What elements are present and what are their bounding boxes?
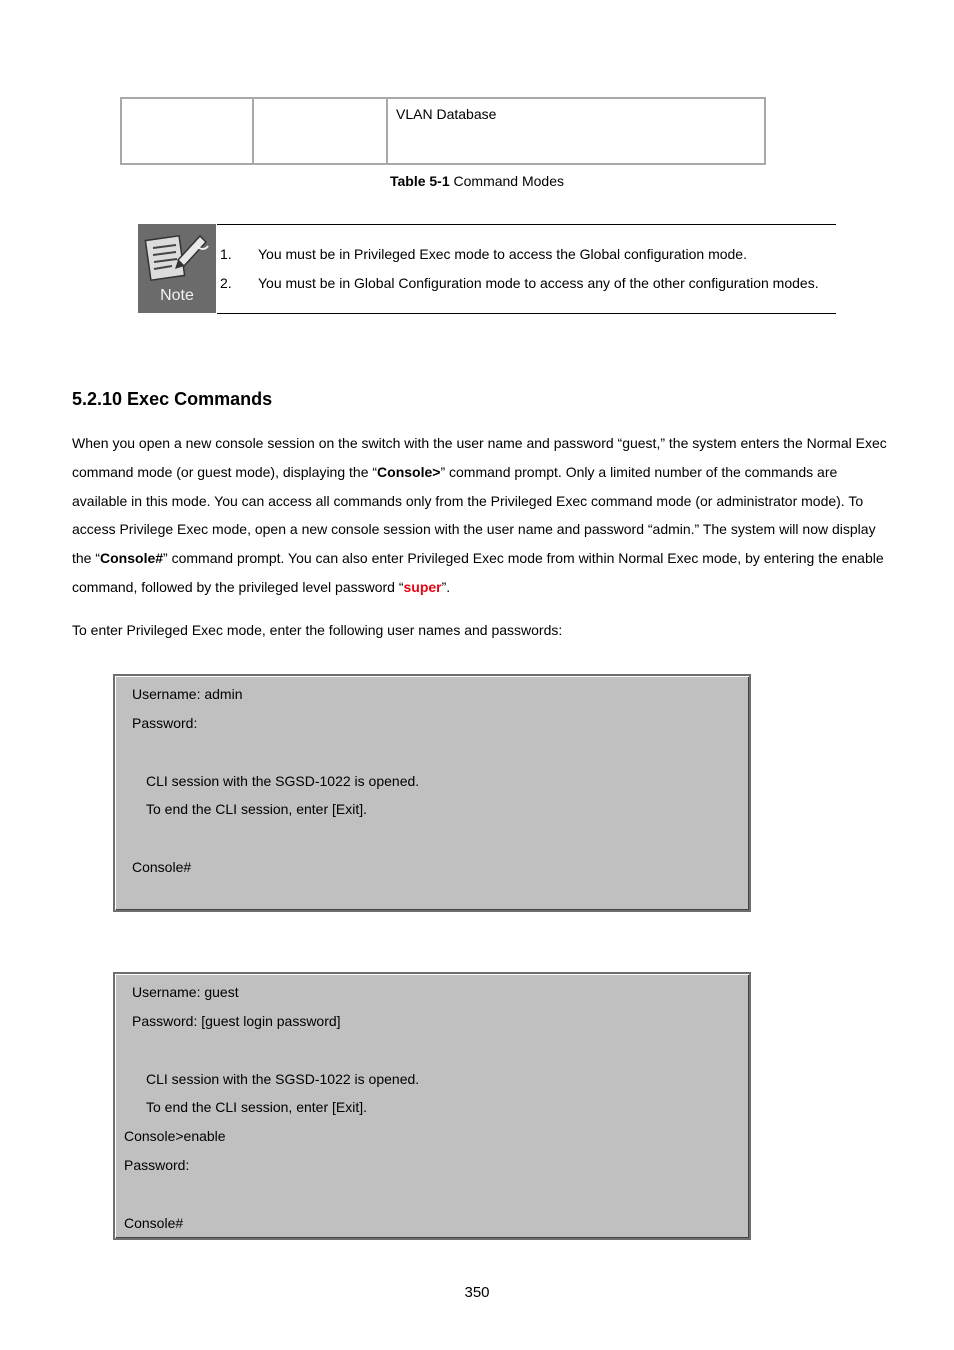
console-line: Username: guest bbox=[132, 984, 239, 1000]
note-top-rule bbox=[217, 224, 836, 225]
note-item-2 bbox=[220, 275, 819, 291]
note-icon bbox=[138, 224, 216, 313]
note-bottom-rule bbox=[217, 313, 836, 314]
section-heading: 5.2.10 Exec Commands bbox=[72, 389, 273, 409]
para-text: ” command prompt. Only a limited number of the commands are available in this mode. You can access all commands only from the Privileged Exec command mode (or administrator mode). To access Privilege Exec mode, open a new console session with the user name and password “admin.” The system will now display the “ bbox=[72, 463, 876, 567]
console-line: CLI session with the SGSD-1022 is opened. bbox=[146, 773, 420, 789]
console-line: Console# bbox=[124, 1215, 184, 1231]
console-line: Console>enable bbox=[124, 1128, 226, 1144]
console-line: Console# bbox=[132, 859, 192, 875]
console-line: CLI session with the SGSD-1022 is opened. bbox=[146, 1071, 420, 1087]
console-line: Password: [guest login password] bbox=[132, 1013, 341, 1029]
console-guest-example bbox=[113, 972, 751, 1240]
console-admin-example bbox=[113, 674, 751, 912]
note-item-text: You must be in Privileged Exec mode to access the Global configuration mode. bbox=[258, 246, 747, 262]
console-line: Username: admin bbox=[132, 686, 243, 702]
intro-paragraph bbox=[72, 429, 892, 602]
para-text: ” command prompt. You can also enter Privileged Exec mode from within Normal Exec mode, by entering the enable command, followed by the privileged level password “ bbox=[72, 550, 884, 595]
table-cell-empty-1 bbox=[121, 98, 253, 164]
table-caption-number: Table 5-1 bbox=[389, 173, 450, 189]
page-number: 350 bbox=[464, 1284, 490, 1301]
table-caption-text: Command Modes bbox=[449, 173, 565, 189]
console-line: Password: bbox=[132, 715, 198, 731]
note-item-number: 2. bbox=[220, 275, 232, 291]
table-cell-vlan-database: VLAN Database bbox=[387, 98, 765, 164]
table-cell-empty-2 bbox=[253, 98, 387, 164]
command-modes-table bbox=[120, 97, 766, 165]
note-icon-label: Note bbox=[160, 287, 194, 304]
console-line: Password: bbox=[124, 1157, 190, 1173]
console-line: To end the CLI session, enter [Exit]. bbox=[146, 1099, 368, 1115]
console-prompt-admin: Console# bbox=[100, 550, 164, 567]
note-item-1 bbox=[220, 246, 747, 262]
para-text: ”. bbox=[441, 578, 451, 595]
console-prompt-guest: Console> bbox=[377, 463, 441, 480]
para-text: When you open a new console session on the switch with the user name and password “guest,” the system enters the Normal Exec command mode (or guest mode), displaying the “ bbox=[72, 435, 887, 480]
console-line: To end the CLI session, enter [Exit]. bbox=[146, 801, 368, 817]
privileged-password: super bbox=[403, 578, 442, 595]
table-caption bbox=[0, 173, 954, 189]
note-item-number: 1. bbox=[220, 246, 232, 262]
note-item-text: You must be in Global Configuration mode to access any of the other configuration modes. bbox=[258, 275, 819, 291]
instruction-paragraph: To enter Privileged Exec mode, enter the following user names and passwords: bbox=[72, 622, 563, 638]
